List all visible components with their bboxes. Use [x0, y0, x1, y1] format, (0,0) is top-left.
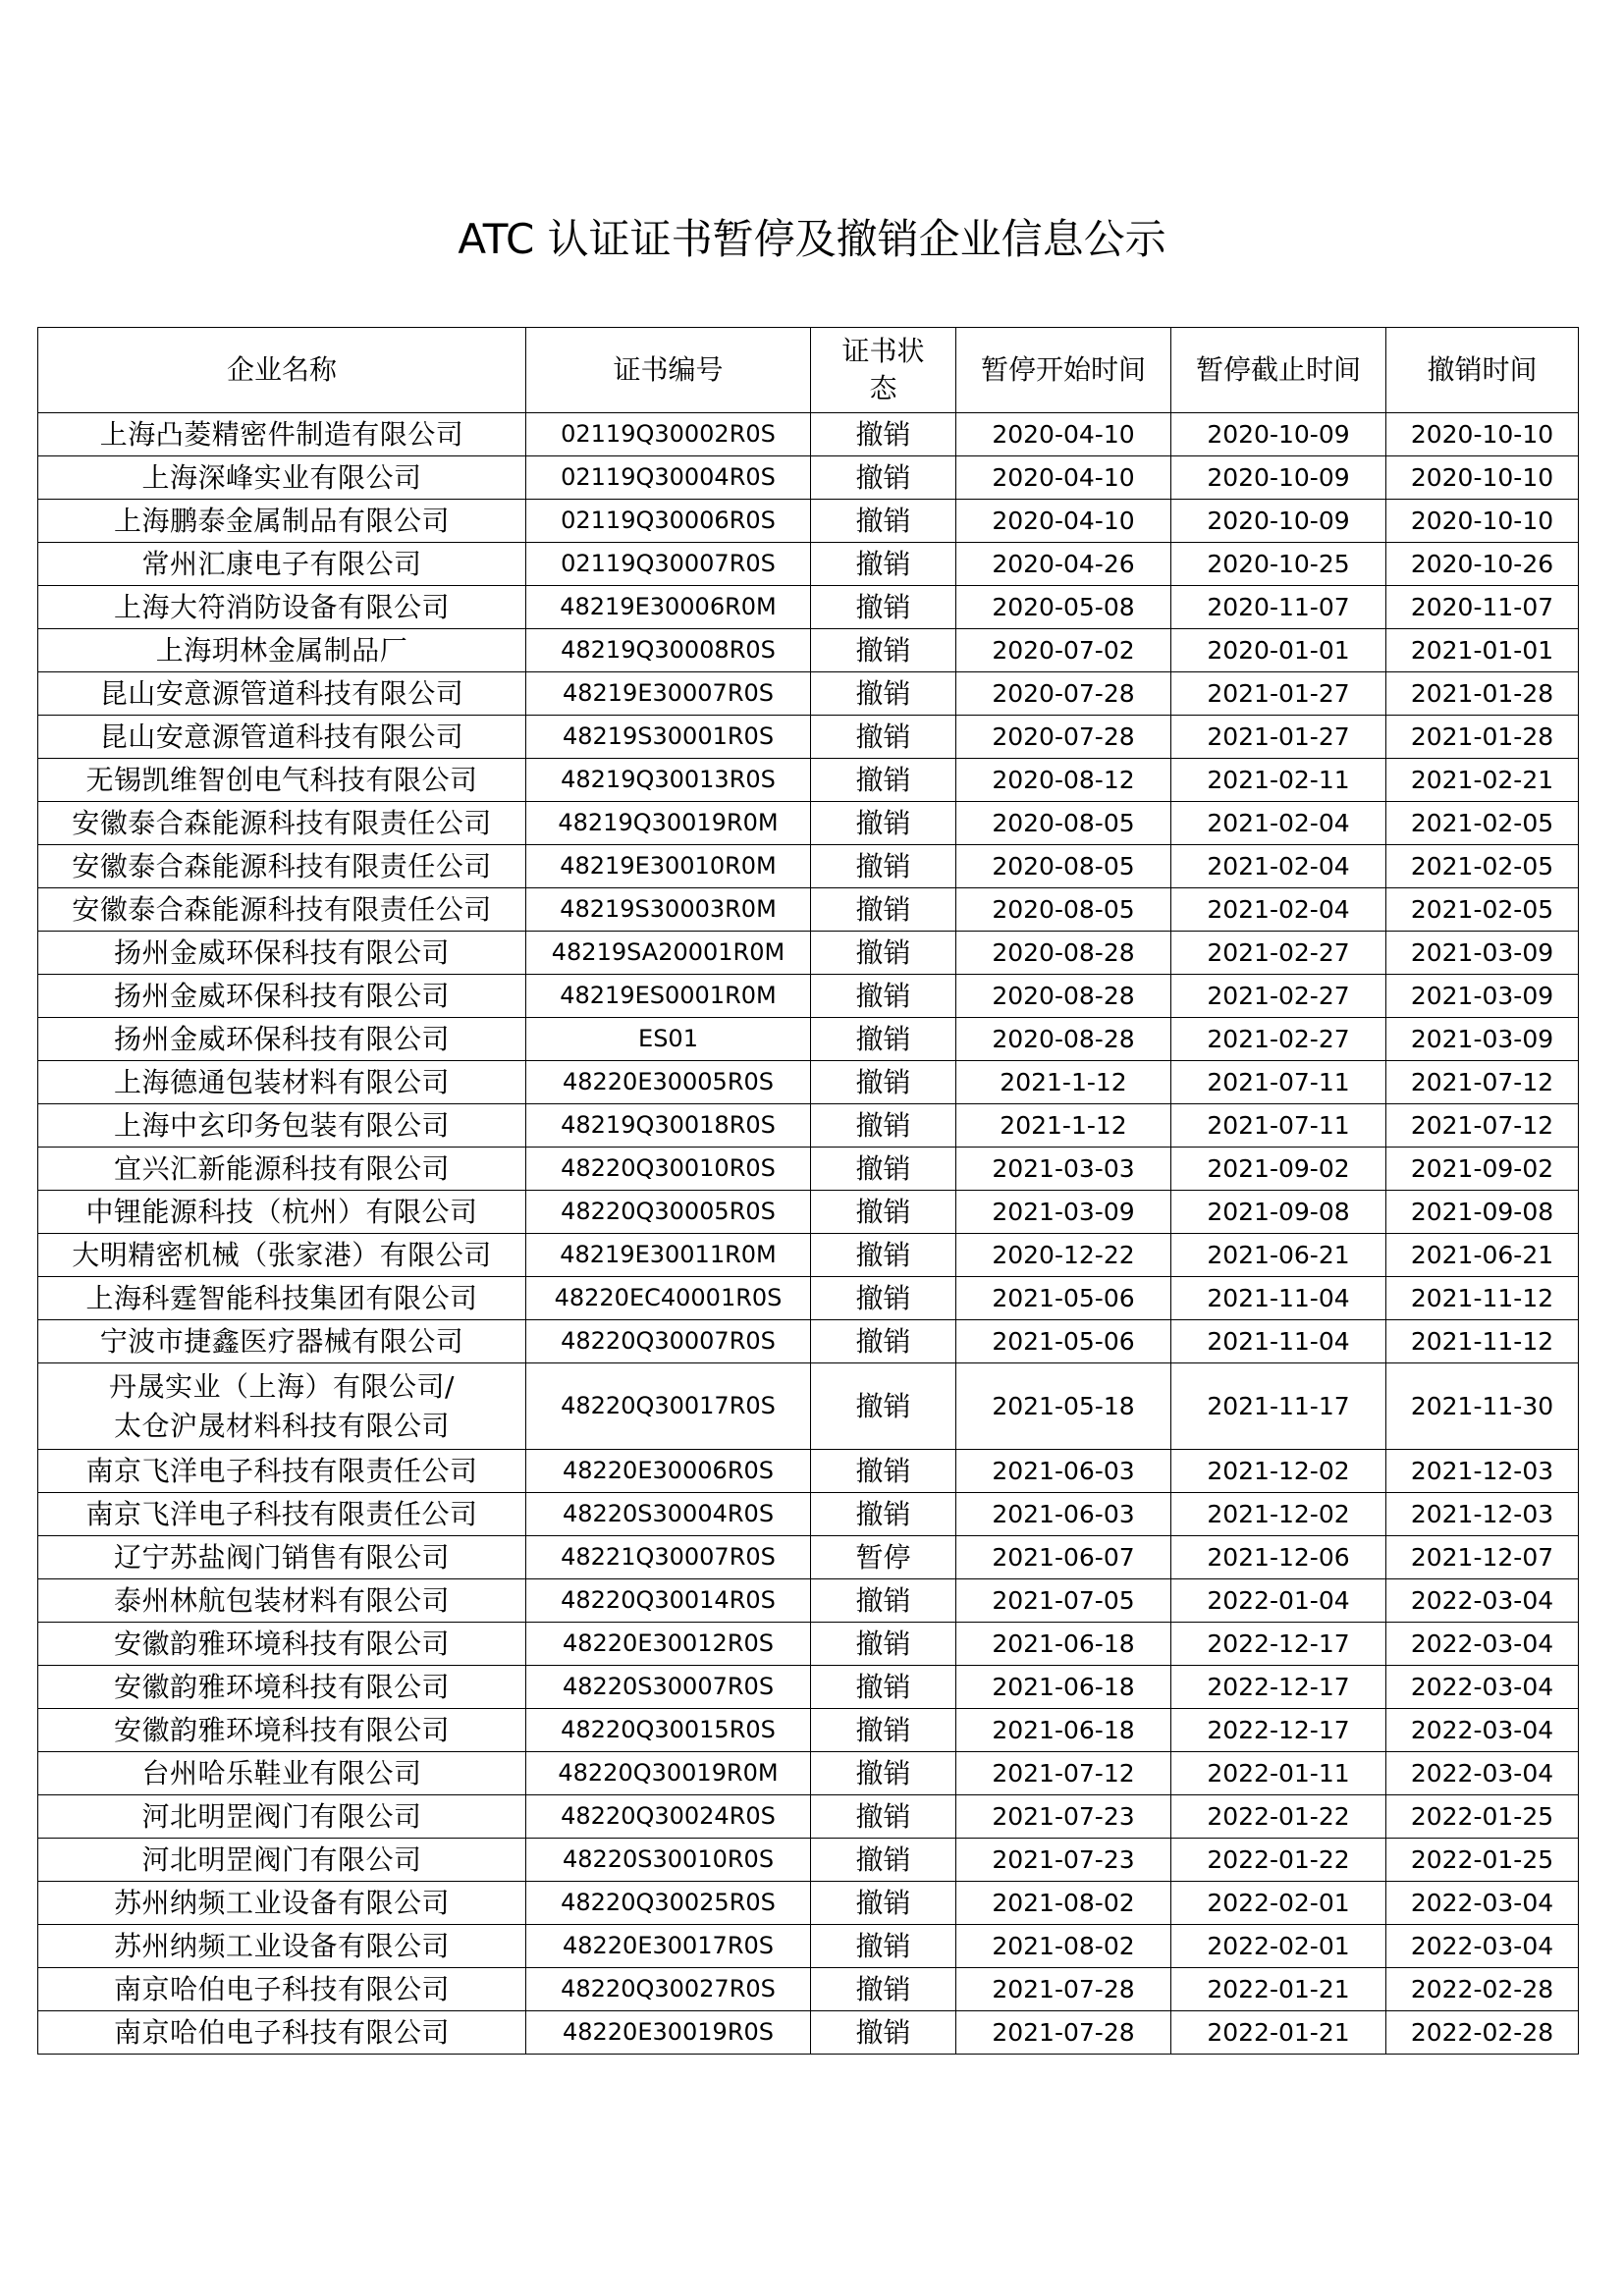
company-name-cell: 上海玥林金属制品厂 [38, 629, 526, 672]
suspension-end-cell: 2020-11-07 [1171, 586, 1386, 629]
suspension-start-cell: 2021-05-06 [956, 1320, 1171, 1363]
revocation-date-cell: 2021-02-05 [1386, 845, 1579, 888]
suspension-start-cell: 2021-06-18 [956, 1709, 1171, 1752]
certificate-number-cell: 48219S30003R0M [526, 888, 811, 932]
suspension-end-cell: 2021-07-11 [1171, 1104, 1386, 1148]
suspension-end-cell: 2022-02-01 [1171, 1882, 1386, 1925]
certificate-status-cell: 撤销 [811, 1839, 956, 1882]
certificate-number-cell: 48219Q30018R0S [526, 1104, 811, 1148]
certificate-number-cell: 48220Q30019R0M [526, 1752, 811, 1795]
certificate-number-cell: 02119Q30006R0S [526, 500, 811, 543]
company-name-cell: 上海科霆智能科技集团有限公司 [38, 1277, 526, 1320]
certificate-status-cell: 撤销 [811, 1752, 956, 1795]
revocation-date-cell: 2021-11-30 [1386, 1363, 1579, 1450]
suspension-end-cell: 2021-12-02 [1171, 1450, 1386, 1493]
table-row [38, 1839, 1579, 1882]
suspension-start-cell: 2020-04-10 [956, 500, 1171, 543]
company-name-cell: 辽宁苏盐阀门销售有限公司 [38, 1536, 526, 1579]
table-row [38, 1925, 1579, 1968]
certificate-number-cell: 48220Q30024R0S [526, 1795, 811, 1839]
suspension-start-cell: 2021-08-02 [956, 1882, 1171, 1925]
table-row [38, 1104, 1579, 1148]
company-name-cell: 无锡凯维智创电气科技有限公司 [38, 759, 526, 802]
certificate-status-cell: 撤销 [811, 975, 956, 1018]
company-name-cell: 台州哈乐鞋业有限公司 [38, 1752, 526, 1795]
certificate-number-cell: 48219Q30019R0M [526, 802, 811, 845]
company-name-line: 丹晟实业（上海）有限公司/ [109, 1369, 455, 1403]
revocation-date-cell: 2021-02-21 [1386, 759, 1579, 802]
table-row [38, 1536, 1579, 1579]
table-row [38, 629, 1579, 672]
certificate-status-cell: 撤销 [811, 888, 956, 932]
suspension-end-cell: 2022-01-22 [1171, 1839, 1386, 1882]
suspension-start-cell: 2021-06-03 [956, 1450, 1171, 1493]
certificate-number-cell: 48220Q30005R0S [526, 1191, 811, 1234]
table-row [38, 1579, 1579, 1623]
suspension-start-cell: 2020-04-10 [956, 456, 1171, 500]
suspension-start-cell: 2020-05-08 [956, 586, 1171, 629]
suspension-end-cell: 2021-02-27 [1171, 932, 1386, 975]
table-row [38, 1363, 1579, 1450]
certificate-status-cell: 撤销 [811, 456, 956, 500]
suspension-start-cell: 2021-06-18 [956, 1666, 1171, 1709]
table-row [38, 1623, 1579, 1666]
revocation-date-cell: 2021-03-09 [1386, 1018, 1579, 1061]
company-name-cell: 河北明罡阀门有限公司 [38, 1839, 526, 1882]
table-body [38, 413, 1579, 2055]
table-row [38, 1709, 1579, 1752]
suspension-start-cell: 2021-07-23 [956, 1839, 1171, 1882]
suspension-start-cell: 2020-08-28 [956, 932, 1171, 975]
certificate-number-cell: 48220Q30017R0S [526, 1363, 811, 1450]
company-name-cell: 上海鹏泰金属制品有限公司 [38, 500, 526, 543]
suspension-end-cell: 2022-01-21 [1171, 2011, 1386, 2055]
certificate-number-cell: 48219E30007R0S [526, 672, 811, 716]
revocation-date-cell: 2022-03-04 [1386, 1709, 1579, 1752]
revocation-date-cell: 2021-02-05 [1386, 802, 1579, 845]
company-name-cell: 昆山安意源管道科技有限公司 [38, 672, 526, 716]
suspension-end-cell: 2021-12-02 [1171, 1493, 1386, 1536]
certificate-number-cell: 48220S30004R0S [526, 1493, 811, 1536]
certificate-status-cell: 撤销 [811, 1234, 956, 1277]
certificate-status-cell: 撤销 [811, 932, 956, 975]
certificate-number-cell: 48220E30006R0S [526, 1450, 811, 1493]
revocation-date-cell: 2021-09-08 [1386, 1191, 1579, 1234]
certificate-status-cell: 撤销 [811, 2011, 956, 2055]
revocation-date-cell: 2022-03-04 [1386, 1666, 1579, 1709]
table-row [38, 413, 1579, 456]
certificate-status-cell: 撤销 [811, 802, 956, 845]
table-row [38, 456, 1579, 500]
revocation-date-cell: 2021-06-21 [1386, 1234, 1579, 1277]
certificate-status-cell: 撤销 [811, 1623, 956, 1666]
company-name-cell: 安徽韵雅环境科技有限公司 [38, 1623, 526, 1666]
company-name-cell: 上海凸菱精密件制造有限公司 [38, 413, 526, 456]
suspension-end-cell: 2021-07-11 [1171, 1061, 1386, 1104]
table-row [38, 500, 1579, 543]
revocation-date-cell: 2020-10-10 [1386, 456, 1579, 500]
certificate-status-cell: 撤销 [811, 1104, 956, 1148]
revocation-date-cell: 2022-03-04 [1386, 1925, 1579, 1968]
certificate-status-cell: 撤销 [811, 716, 956, 759]
suspension-start-cell: 2020-08-28 [956, 975, 1171, 1018]
table-row [38, 1882, 1579, 1925]
certificate-status-cell: 撤销 [811, 1925, 956, 1968]
table-row [38, 888, 1579, 932]
table-row [38, 1795, 1579, 1839]
company-name-line: 太仓沪晟材料科技有限公司 [113, 1409, 450, 1442]
revocation-date-cell: 2021-01-28 [1386, 716, 1579, 759]
certificate-number-cell: 02119Q30004R0S [526, 456, 811, 500]
revocation-date-cell: 2022-02-28 [1386, 1968, 1579, 2011]
certificate-status-cell: 撤销 [811, 1450, 956, 1493]
suspension-end-cell: 2022-01-22 [1171, 1795, 1386, 1839]
column-header-revocation-date: 撤销时间 [1386, 328, 1579, 413]
suspension-end-cell: 2021-02-11 [1171, 759, 1386, 802]
revocation-date-cell: 2021-11-12 [1386, 1320, 1579, 1363]
certificate-number-cell: 48219Q30013R0S [526, 759, 811, 802]
table-row [38, 1666, 1579, 1709]
table-row [38, 1234, 1579, 1277]
certificate-status-cell: 撤销 [811, 759, 956, 802]
table-row [38, 672, 1579, 716]
revocation-date-cell: 2021-01-28 [1386, 672, 1579, 716]
certificate-number-cell: 48219E30011R0M [526, 1234, 811, 1277]
table-row [38, 586, 1579, 629]
suspension-start-cell: 2021-07-05 [956, 1579, 1171, 1623]
suspension-end-cell: 2021-09-08 [1171, 1191, 1386, 1234]
suspension-start-cell: 2021-07-12 [956, 1752, 1171, 1795]
certificate-number-cell: 48220Q30015R0S [526, 1709, 811, 1752]
revocation-date-cell: 2021-09-02 [1386, 1148, 1579, 1191]
revocation-date-cell: 2020-10-10 [1386, 500, 1579, 543]
column-header-certificate-status: 证书状态 [811, 328, 956, 413]
revocation-date-cell: 2020-10-10 [1386, 413, 1579, 456]
suspension-start-cell: 2021-06-18 [956, 1623, 1171, 1666]
certificate-number-cell: 48220EC40001R0S [526, 1277, 811, 1320]
suspension-start-cell: 2020-04-10 [956, 413, 1171, 456]
company-name-cell: 中锂能源科技（杭州）有限公司 [38, 1191, 526, 1234]
company-name-cell: 南京哈伯电子科技有限公司 [38, 2011, 526, 2055]
certificate-status-cell: 撤销 [811, 1191, 956, 1234]
suspension-end-cell: 2021-12-06 [1171, 1536, 1386, 1579]
suspension-start-cell: 2020-12-22 [956, 1234, 1171, 1277]
company-name-cell: 扬州金威环保科技有限公司 [38, 932, 526, 975]
revocation-date-cell: 2022-03-04 [1386, 1579, 1579, 1623]
company-name-cell: 上海德通包装材料有限公司 [38, 1061, 526, 1104]
certificate-status-cell: 撤销 [811, 1320, 956, 1363]
certificate-number-cell: 48219Q30008R0S [526, 629, 811, 672]
certificate-number-cell: 48221Q30007R0S [526, 1536, 811, 1579]
company-name-cell: 大明精密机械（张家港）有限公司 [38, 1234, 526, 1277]
suspension-start-cell: 2020-08-05 [956, 888, 1171, 932]
company-name-cell: 苏州纳频工业设备有限公司 [38, 1925, 526, 1968]
suspension-end-cell: 2021-02-04 [1171, 888, 1386, 932]
suspension-start-cell: 2021-07-28 [956, 1968, 1171, 2011]
certificate-status-cell: 撤销 [811, 543, 956, 586]
suspension-end-cell: 2021-09-02 [1171, 1148, 1386, 1191]
suspension-end-cell: 2022-01-21 [1171, 1968, 1386, 2011]
certificate-status-cell: 暂停 [811, 1536, 956, 1579]
suspension-start-cell: 2020-07-02 [956, 629, 1171, 672]
company-name-cell: 安徽韵雅环境科技有限公司 [38, 1666, 526, 1709]
suspension-end-cell: 2020-10-25 [1171, 543, 1386, 586]
company-name-cell: 南京飞洋电子科技有限责任公司 [38, 1493, 526, 1536]
suspension-start-cell: 2020-08-28 [956, 1018, 1171, 1061]
table-row [38, 2011, 1579, 2055]
revocation-date-cell: 2020-10-26 [1386, 543, 1579, 586]
company-name-cell: 上海深峰实业有限公司 [38, 456, 526, 500]
certificate-status-cell: 撤销 [811, 1666, 956, 1709]
certificate-number-cell: 48220Q30014R0S [526, 1579, 811, 1623]
suspension-start-cell: 2021-1-12 [956, 1061, 1171, 1104]
company-name-cell: 扬州金威环保科技有限公司 [38, 975, 526, 1018]
certificate-number-cell: 48219S30001R0S [526, 716, 811, 759]
company-name-cell: 南京哈伯电子科技有限公司 [38, 1968, 526, 2011]
certificate-number-cell: 48220S30007R0S [526, 1666, 811, 1709]
certificate-status-cell: 撤销 [811, 1795, 956, 1839]
table-row [38, 1277, 1579, 1320]
suspension-end-cell: 2020-10-09 [1171, 413, 1386, 456]
company-name-cell: 宁波市捷鑫医疗器械有限公司 [38, 1320, 526, 1363]
certificate-number-cell: 48220Q30027R0S [526, 1968, 811, 2011]
suspension-end-cell: 2021-02-04 [1171, 802, 1386, 845]
page-title: ATC 认证证书暂停及撤销企业信息公示 [458, 215, 1166, 263]
table-row [38, 802, 1579, 845]
certificate-number-cell: 48219E30006R0M [526, 586, 811, 629]
company-name-cell: 河北明罡阀门有限公司 [38, 1795, 526, 1839]
suspension-start-cell: 2020-07-28 [956, 672, 1171, 716]
company-name-cell: 上海中玄印务包装有限公司 [38, 1104, 526, 1148]
revocation-date-cell: 2021-12-03 [1386, 1493, 1579, 1536]
company-name-cell: 南京飞洋电子科技有限责任公司 [38, 1450, 526, 1493]
revocation-date-cell: 2021-12-07 [1386, 1536, 1579, 1579]
certificate-status-cell: 撤销 [811, 845, 956, 888]
suspension-start-cell: 2020-08-05 [956, 845, 1171, 888]
company-name-cell: 扬州金威环保科技有限公司 [38, 1018, 526, 1061]
table-header-row [38, 328, 1579, 413]
certificate-status-cell: 撤销 [811, 1493, 956, 1536]
suspension-end-cell: 2021-02-04 [1171, 845, 1386, 888]
revocation-date-cell: 2020-11-07 [1386, 586, 1579, 629]
certificate-number-cell: 48220E30019R0S [526, 2011, 811, 2055]
revocation-date-cell: 2021-07-12 [1386, 1061, 1579, 1104]
certificate-number-cell: 48220E30012R0S [526, 1623, 811, 1666]
column-header-company-name: 企业名称 [38, 328, 526, 413]
table-row [38, 975, 1579, 1018]
company-name-cell: 泰州林航包装材料有限公司 [38, 1579, 526, 1623]
suspension-start-cell: 2021-07-23 [956, 1795, 1171, 1839]
certificate-status-cell: 撤销 [811, 672, 956, 716]
certificate-number-cell: 48220Q30025R0S [526, 1882, 811, 1925]
revocation-date-cell: 2022-03-04 [1386, 1882, 1579, 1925]
suspension-start-cell: 2021-06-07 [956, 1536, 1171, 1579]
suspension-start-cell: 2020-04-26 [956, 543, 1171, 586]
revocation-date-cell: 2021-11-12 [1386, 1277, 1579, 1320]
revocation-date-cell: 2022-01-25 [1386, 1795, 1579, 1839]
suspension-end-cell: 2021-02-27 [1171, 975, 1386, 1018]
revocation-date-cell: 2021-02-05 [1386, 888, 1579, 932]
table-row [38, 932, 1579, 975]
suspension-end-cell: 2020-10-09 [1171, 456, 1386, 500]
certificate-status-cell: 撤销 [811, 1968, 956, 2011]
suspension-start-cell: 2021-03-03 [956, 1148, 1171, 1191]
certificate-number-cell: 48220S30010R0S [526, 1839, 811, 1882]
company-name-cell: 苏州纳频工业设备有限公司 [38, 1882, 526, 1925]
certificate-number-cell: 48220E30005R0S [526, 1061, 811, 1104]
revocation-date-cell: 2021-01-01 [1386, 629, 1579, 672]
certificate-status-cell: 撤销 [811, 1148, 956, 1191]
certificate-number-cell: 48220Q30007R0S [526, 1320, 811, 1363]
suspension-start-cell: 2021-06-03 [956, 1493, 1171, 1536]
suspension-start-cell: 2020-08-12 [956, 759, 1171, 802]
suspension-end-cell: 2020-10-09 [1171, 500, 1386, 543]
company-name-cell: 安徽泰合森能源科技有限责任公司 [38, 802, 526, 845]
certificate-table [37, 327, 1579, 2055]
suspension-end-cell: 2022-12-17 [1171, 1709, 1386, 1752]
certificate-number-cell: 48219E30010R0M [526, 845, 811, 888]
suspension-start-cell: 2021-08-02 [956, 1925, 1171, 1968]
table-row [38, 716, 1579, 759]
company-name-cell: 上海大符消防设备有限公司 [38, 586, 526, 629]
table-row [38, 1493, 1579, 1536]
table-row [38, 759, 1579, 802]
revocation-date-cell: 2022-03-04 [1386, 1752, 1579, 1795]
suspension-end-cell: 2021-06-21 [1171, 1234, 1386, 1277]
revocation-date-cell: 2021-03-09 [1386, 932, 1579, 975]
certificate-status-cell: 撤销 [811, 1579, 956, 1623]
table-row [38, 1968, 1579, 2011]
certificate-number-cell: 48219ES0001R0M [526, 975, 811, 1018]
certificate-status-cell: 撤销 [811, 413, 956, 456]
table-row [38, 1061, 1579, 1104]
revocation-date-cell: 2021-03-09 [1386, 975, 1579, 1018]
suspension-start-cell: 2021-05-18 [956, 1363, 1171, 1450]
certificate-status-cell: 撤销 [811, 1061, 956, 1104]
revocation-date-cell: 2021-07-12 [1386, 1104, 1579, 1148]
table-row [38, 1148, 1579, 1191]
certificate-number-cell: 48220E30017R0S [526, 1925, 811, 1968]
table-row [38, 1450, 1579, 1493]
column-header-suspension-end: 暂停截止时间 [1171, 328, 1386, 413]
table-row [38, 845, 1579, 888]
suspension-end-cell: 2021-11-04 [1171, 1277, 1386, 1320]
certificate-status-cell: 撤销 [811, 1882, 956, 1925]
suspension-end-cell: 2021-11-17 [1171, 1363, 1386, 1450]
company-name-cell: 宜兴汇新能源科技有限公司 [38, 1148, 526, 1191]
suspension-end-cell: 2021-02-27 [1171, 1018, 1386, 1061]
certificate-status-cell: 撤销 [811, 629, 956, 672]
suspension-end-cell: 2021-01-27 [1171, 716, 1386, 759]
suspension-start-cell: 2020-07-28 [956, 716, 1171, 759]
suspension-end-cell: 2020-01-01 [1171, 629, 1386, 672]
table-row [38, 1191, 1579, 1234]
company-name-cell: 常州汇康电子有限公司 [38, 543, 526, 586]
table-row [38, 1018, 1579, 1061]
suspension-end-cell: 2021-11-04 [1171, 1320, 1386, 1363]
table-row [38, 1752, 1579, 1795]
suspension-end-cell: 2022-02-01 [1171, 1925, 1386, 1968]
certificate-number-cell: ES01 [526, 1018, 811, 1061]
company-name-cell: 安徽泰合森能源科技有限责任公司 [38, 845, 526, 888]
certificate-status-cell: 撤销 [811, 1363, 956, 1450]
suspension-end-cell: 2022-12-17 [1171, 1623, 1386, 1666]
certificate-number-cell: 02119Q30007R0S [526, 543, 811, 586]
suspension-start-cell: 2021-07-28 [956, 2011, 1171, 2055]
table-row [38, 543, 1579, 586]
suspension-start-cell: 2021-05-06 [956, 1277, 1171, 1320]
certificate-status-cell: 撤销 [811, 500, 956, 543]
suspension-end-cell: 2021-01-27 [1171, 672, 1386, 716]
revocation-date-cell: 2022-02-28 [1386, 2011, 1579, 2055]
company-name-cell: 昆山安意源管道科技有限公司 [38, 716, 526, 759]
revocation-date-cell: 2022-03-04 [1386, 1623, 1579, 1666]
certificate-status-cell: 撤销 [811, 1709, 956, 1752]
certificate-status-cell: 撤销 [811, 1277, 956, 1320]
suspension-end-cell: 2022-12-17 [1171, 1666, 1386, 1709]
certificate-number-cell: 48220Q30010R0S [526, 1148, 811, 1191]
certificate-number-cell: 02119Q30002R0S [526, 413, 811, 456]
revocation-date-cell: 2022-01-25 [1386, 1839, 1579, 1882]
column-header-certificate-number: 证书编号 [526, 328, 811, 413]
suspension-start-cell: 2021-1-12 [956, 1104, 1171, 1148]
suspension-end-cell: 2022-01-04 [1171, 1579, 1386, 1623]
certificate-number-cell: 48219SA20001R0M [526, 932, 811, 975]
certificate-status-cell: 撤销 [811, 1018, 956, 1061]
suspension-start-cell: 2021-03-09 [956, 1191, 1171, 1234]
company-name-cell: 安徽泰合森能源科技有限责任公司 [38, 888, 526, 932]
suspension-end-cell: 2022-01-11 [1171, 1752, 1386, 1795]
company-name-cell: 安徽韵雅环境科技有限公司 [38, 1709, 526, 1752]
company-name-cell [38, 1363, 526, 1450]
column-header-suspension-start: 暂停开始时间 [956, 328, 1171, 413]
certificate-status-cell: 撤销 [811, 586, 956, 629]
table-row [38, 1320, 1579, 1363]
suspension-start-cell: 2020-08-05 [956, 802, 1171, 845]
revocation-date-cell: 2021-12-03 [1386, 1450, 1579, 1493]
